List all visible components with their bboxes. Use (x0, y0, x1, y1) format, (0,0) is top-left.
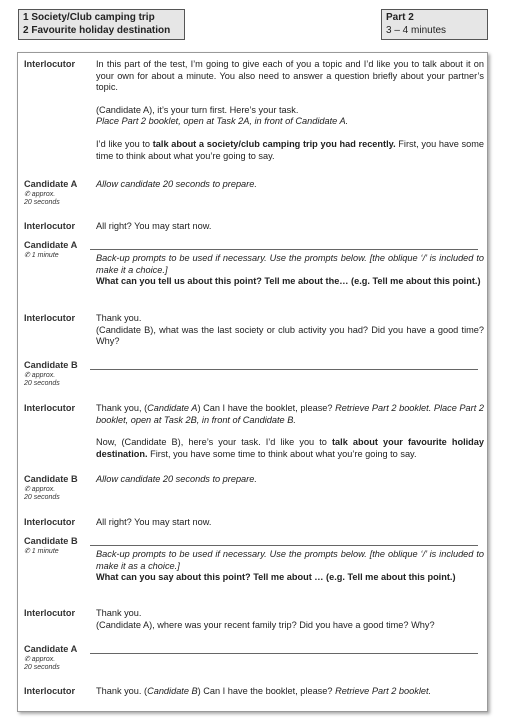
row-text (96, 253, 484, 288)
row-text: Allow candidate 20 seconds to prepare. (96, 474, 257, 484)
speaker-name: Candidate A (24, 179, 78, 189)
speaker-label: Interlocutor (24, 59, 76, 69)
divider-line (90, 545, 478, 546)
text-span: Thank you, ( (96, 403, 148, 413)
task-intro: (Candidate A), it’s your turn first. Here’s your task. (96, 104, 299, 115)
topic-bold: talk about a society/club camping trip you had recently. (152, 138, 396, 149)
text-span: Thank you. ( (96, 686, 148, 696)
topic-1: 1 Society/Club camping trip (23, 12, 155, 23)
row-text (96, 403, 484, 460)
speaker-label: Interlocutor (24, 313, 76, 323)
speaker-name: Candidate A (24, 644, 78, 654)
speaker-label: Interlocutor (24, 517, 76, 527)
row-text: All right? You may start now. (96, 221, 212, 231)
part-duration: 3 – 4 minutes (386, 25, 447, 36)
part-header (381, 9, 488, 40)
topic-bold: talk about your favourite holiday destination. (96, 437, 484, 459)
text-span: Now, (Candidate B), here’s your task. I’d like you to (96, 437, 332, 448)
divider-line (90, 369, 478, 370)
text-span: ) Can I have the booklet, please? (197, 403, 336, 413)
row-text: All right? You may start now. (96, 517, 212, 527)
timing-duration: 20 seconds (24, 380, 60, 388)
timing-duration: 20 seconds (24, 664, 60, 672)
speaker-label (24, 644, 92, 673)
question-text: (Candidate B), what was the last society or club activity you had? Did you have a good time? Why? (96, 324, 484, 347)
topic-paragraph (96, 437, 484, 460)
speaker-name: Candidate B (24, 536, 78, 546)
timing-duration: ✆ 1 minute (24, 251, 59, 259)
speaker-label: Interlocutor (24, 221, 76, 231)
candidate-ref: Candidate B (147, 686, 198, 696)
backup-prompts-note: Back-up prompts to be used if necessary. Use the prompts below. [the oblique ‘/’ is included to make it as a choice.] (96, 549, 484, 571)
part-label: Part 2 (386, 12, 414, 23)
intro-paragraph: In this part of the test, I’m going to give each of you a topic and I’d like you to talk about it on your own for about a minute. You also need to answer a question briefly about your partner’s topic. (96, 59, 484, 93)
speaker-label (24, 536, 92, 556)
topic-header (18, 9, 185, 40)
text-span: ) Can I have the booklet, please? (197, 686, 336, 696)
row-text: Allow candidate 20 seconds to prepare. (96, 179, 257, 189)
speaker-label (24, 474, 92, 503)
question-text: (Candidate A), where was your recent family trip? Did you have a good time? Why? (96, 619, 435, 630)
topic-2: 2 Favourite holiday destination (23, 25, 171, 36)
text-span: I’d like you to (96, 138, 153, 149)
timing-duration: 20 seconds (24, 199, 60, 207)
row-text (96, 59, 484, 162)
backup-prompts-note: Back-up prompts to be used if necessary. Use the prompts below. [the oblique ‘/’ is included to make it a choice.] (96, 253, 484, 275)
timing-approx: ✆ approx. (24, 190, 56, 198)
text-span: First, you have some time to think about what you’re going to say. (147, 448, 417, 459)
row-text (96, 313, 484, 348)
row-text (96, 686, 484, 698)
timing-duration: ✆ 1 minute (24, 547, 59, 555)
task-paragraph (96, 105, 484, 128)
row-text (96, 549, 484, 584)
timing-approx: ✆ approx. (24, 655, 56, 663)
speaker-name: Candidate B (24, 474, 78, 484)
thanks-text: Thank you. (96, 608, 142, 618)
speaker-name: Candidate A (24, 240, 78, 250)
candidate-ref: Candidate A (147, 403, 198, 413)
speaker-label: Interlocutor (24, 608, 76, 618)
retrieve-paragraph (96, 403, 484, 426)
text-span: First, you have some time to think about what you’re going to say. (96, 138, 484, 161)
script-frame (17, 52, 488, 712)
thanks-text: Thank you. (96, 313, 142, 323)
speaker-label: Interlocutor (24, 686, 76, 696)
speaker-label (24, 360, 92, 389)
divider-line (90, 653, 478, 654)
stage-direction: Place Part 2 booklet, open at Task 2A, in front of Candidate A. (96, 116, 349, 127)
speaker-label (24, 179, 92, 208)
topic-paragraph (96, 139, 484, 162)
speaker-label (24, 240, 92, 260)
row-text (96, 608, 484, 631)
backup-question: What can you tell us about this point? Tell me about the… (e.g. Tell me about this point.) (96, 276, 481, 287)
stage-direction: Retrieve Part 2 booklet. Place Part 2 booklet, open at Task 2B, in front of Candidate B. (96, 403, 484, 425)
speaker-name: Candidate B (24, 360, 78, 370)
timing-duration: 20 seconds (24, 494, 60, 502)
speaker-label: Interlocutor (24, 403, 76, 413)
timing-approx: ✆ approx. (24, 371, 56, 379)
backup-question: What can you say about this point? Tell me about … (e.g. Tell me about this point.) (96, 572, 456, 583)
divider-line (90, 249, 478, 250)
timing-approx: ✆ approx. (24, 485, 56, 493)
stage-direction: Retrieve Part 2 booklet. (335, 686, 432, 696)
